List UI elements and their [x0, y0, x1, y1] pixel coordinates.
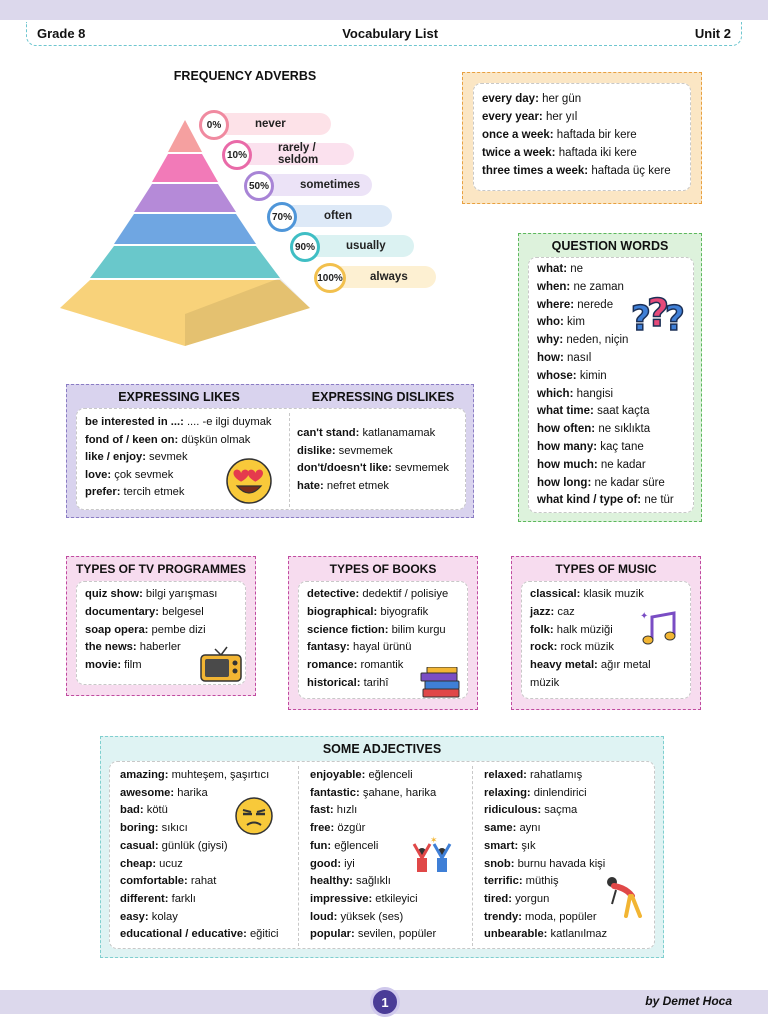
list-item: heavy metal: ağır metal — [530, 659, 651, 672]
list-item: documentary: belgesel — [85, 605, 204, 618]
list-item: what: ne — [537, 263, 584, 275]
list-item: fun: eğlenceli — [310, 839, 379, 852]
list-item: fantastic: şahane, harika — [310, 786, 437, 799]
page-title: Vocabulary List — [342, 26, 439, 41]
list-item: how many: kaç tane — [537, 440, 644, 453]
list-item: bad: kötü — [120, 804, 168, 817]
list-item: what time: saat kaçta — [537, 405, 650, 418]
book-stack-icon — [419, 667, 463, 699]
freq-label-usually: usually — [306, 235, 414, 257]
list-item: quiz show: bilgi yarışması — [85, 588, 218, 600]
television-icon — [199, 643, 243, 683]
list-item: how often: ne sıklıkta — [537, 423, 651, 436]
list-item: whose: kimin — [537, 369, 607, 382]
list-item: how long: ne kadar süre — [537, 476, 665, 489]
books-title: TYPES OF BOOKS — [329, 562, 437, 576]
list-item: rock: rock müzik — [530, 641, 614, 654]
music-title: TYPES OF MUSIC — [555, 562, 657, 576]
list-item: why: neden, niçin — [537, 334, 629, 347]
list-item: boring: sıkıcı — [120, 822, 188, 835]
list-item: healthy: sağlıklı — [310, 875, 391, 888]
list-item: science fiction: bilim kurgu — [307, 623, 446, 636]
list-item: romance: romantik — [307, 659, 404, 672]
list-item: like / enjoy: sevmek — [85, 451, 188, 464]
likes-title: EXPRESSING LIKES — [118, 390, 240, 404]
list-item: biographical: biyografik — [307, 605, 429, 618]
list-item: relaxed: rahatlamış — [484, 769, 583, 781]
freq-label-often: often — [284, 205, 392, 227]
list-item: three times a week: haftada üç kere — [482, 165, 671, 177]
list-item: what kind / type of: ne tür — [537, 494, 674, 507]
list-item: comfortable: rahat — [120, 875, 217, 888]
list-item: unbearable: katlanılmaz — [484, 928, 608, 941]
svg-text:✶: ✶ — [430, 836, 438, 846]
freq-pct-never: 0% — [199, 110, 229, 140]
list-item: dislike: sevmemek — [297, 444, 393, 457]
list-item: relaxing: dinlendirici — [484, 786, 587, 799]
list-item: awesome: harika — [120, 786, 208, 799]
list-item: when: ne zaman — [537, 280, 624, 293]
list-item: which: hangisi — [537, 387, 614, 400]
author-credit: by Demet Hoca — [645, 994, 732, 1008]
list-item: how: nasıl — [537, 351, 592, 364]
freq-pct-often: 70% — [267, 202, 297, 232]
list-item: smart: şık — [484, 839, 536, 852]
list-item: don't/doesn't like: sevmemek — [297, 462, 450, 475]
column-divider — [472, 766, 473, 946]
list-item: müzik — [530, 676, 560, 689]
time-expressions-box — [462, 72, 702, 204]
list-item: classical: klasik muzik — [530, 588, 644, 600]
freq-pct-rarely: 10% — [222, 140, 252, 170]
adjectives-box — [100, 736, 664, 958]
annoyed-emoji-icon — [234, 796, 274, 836]
celebrating-people-icon — [410, 834, 456, 874]
freq-pct-sometimes: 50% — [244, 171, 274, 201]
list-item: loud: yüksek (ses) — [310, 910, 404, 923]
list-item: enjoyable: eğlenceli — [310, 769, 413, 781]
likes-dislikes-panel — [76, 408, 466, 510]
adjectives-column-3 — [484, 767, 607, 944]
list-item: historical: tarihî — [307, 676, 389, 689]
page-number: 1 — [370, 987, 400, 1017]
tv-programmes-box — [66, 556, 256, 696]
top-banner — [0, 0, 768, 20]
page-header — [26, 22, 742, 46]
list-item: impressive: etkileyici — [310, 892, 418, 905]
frequency-title: FREQUENCY ADVERBS — [173, 69, 317, 83]
list-item: can't stand: katlanamamak — [297, 427, 436, 439]
list-item: movie: film — [85, 659, 142, 672]
time-expressions-list — [473, 83, 691, 191]
list-item: terrific: müthiş — [484, 875, 559, 888]
list-item: hate: nefret etmek — [297, 479, 390, 492]
grade-label: Grade 8 — [37, 26, 86, 41]
column-divider — [289, 413, 290, 507]
likes-dislikes-box — [66, 384, 474, 518]
list-item: folk: halk müziği — [530, 623, 613, 636]
freq-label-rarely: rarely / seldom — [238, 143, 354, 165]
list-item: casual: günlük (giysi) — [120, 839, 228, 852]
dislikes-title: EXPRESSING DISLIKES — [311, 390, 455, 404]
tv-title: TYPES OF TV PROGRAMMES — [75, 562, 246, 576]
svg-text:✦: ✦ — [640, 611, 649, 622]
list-item: love: çok sevmek — [85, 468, 174, 481]
list-item: every day: her gün — [482, 93, 582, 105]
list-item: trendy: moda, popüler — [484, 910, 597, 923]
svg-text:?: ? — [631, 299, 651, 338]
list-item: who: kim — [537, 316, 585, 329]
list-item: amazing: muhteşem, şaşırtıcı — [120, 769, 270, 781]
list-item: fantasy: hayal ürünü — [307, 641, 412, 654]
dislikes-list — [297, 425, 449, 495]
list-item: easy: kolay — [120, 910, 178, 923]
freq-label-sometimes: sometimes — [260, 174, 372, 196]
column-divider — [298, 766, 299, 946]
list-item: detective: dedektif / polisiye — [307, 588, 449, 600]
adjectives-panel — [109, 761, 655, 949]
list-item: fast: hızlı — [310, 804, 358, 817]
heart-eyes-emoji-icon — [225, 457, 273, 505]
unit-label: Unit 2 — [694, 26, 731, 41]
list-item: where: nerede — [537, 298, 614, 311]
list-item: once a week: haftada bir kere — [482, 129, 637, 141]
music-notes-icon — [638, 609, 680, 651]
question-words-box — [518, 233, 702, 522]
list-item: soap opera: pembe dizi — [85, 623, 206, 636]
list-item: the news: haberler — [85, 641, 181, 654]
music-box — [511, 556, 701, 710]
svg-text:?: ? — [647, 292, 670, 335]
list-item: be interested in ...: .... -e ilgi duymak — [85, 416, 272, 428]
list-item: prefer: tercih etmek — [85, 486, 185, 499]
freq-label-always: always — [330, 266, 436, 288]
list-item: ridiculous: saçma — [484, 804, 578, 817]
svg-text:?: ? — [665, 299, 685, 338]
list-item: jazz: caz — [530, 605, 575, 618]
list-item: popular: sevilen, popüler — [310, 928, 437, 941]
tired-person-icon — [600, 870, 644, 918]
adjectives-column-1 — [120, 767, 279, 944]
freq-label-never: never — [215, 113, 331, 135]
list-item: free: özgür — [310, 822, 366, 835]
list-item: cheap: ucuz — [120, 857, 183, 870]
question-marks-icon — [631, 292, 689, 338]
list-item: same: aynı — [484, 822, 541, 835]
freq-pct-always: 100% — [314, 263, 346, 293]
list-item: tired: yorgun — [484, 892, 550, 905]
question-words-title: QUESTION WORDS — [551, 239, 669, 253]
list-item: good: iyi — [310, 857, 355, 870]
list-item: how much: ne kadar — [537, 458, 646, 471]
adjectives-title: SOME ADJECTIVES — [322, 742, 442, 756]
list-item: snob: burnu havada kişi — [484, 857, 606, 870]
freq-pct-usually: 90% — [290, 232, 320, 262]
list-item: different: farklı — [120, 892, 196, 905]
list-item: every year: her yıl — [482, 111, 578, 123]
list-item: fond of / keen on: düşkün olmak — [85, 433, 251, 446]
books-box — [288, 556, 478, 710]
list-item: twice a week: haftada iki kere — [482, 147, 637, 159]
list-item: educational / educative: eğitici — [120, 928, 279, 941]
